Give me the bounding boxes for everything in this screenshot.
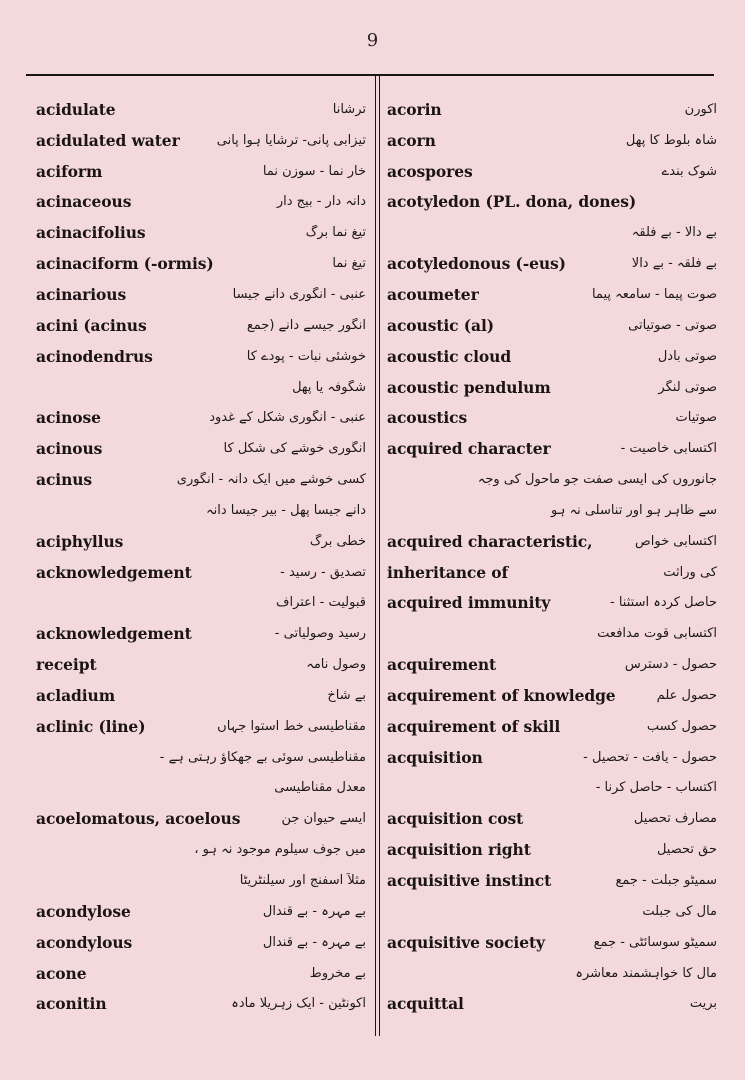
dictionary-entry <box>36 248 366 279</box>
urdu-definition: سے ظاہر ہو اور تناسلی نہ ہو <box>550 502 717 518</box>
headword: acoustic pendulum <box>387 377 551 397</box>
headword: acquisitive society <box>387 932 545 952</box>
urdu-definition: بے فلقہ - بے دالا <box>631 256 717 272</box>
dictionary-entry <box>387 927 717 958</box>
dictionary-entry <box>387 310 717 341</box>
headword: acquisition <box>387 747 483 767</box>
urdu-definition: بے مہرہ - بے قندال <box>262 903 366 919</box>
headword: acinous <box>36 439 103 459</box>
header-rule <box>26 74 714 76</box>
dictionary-entry <box>387 402 717 433</box>
urdu-definition: اکتسابی خاصیت - <box>620 441 717 457</box>
dictionary-entry <box>36 279 366 310</box>
left-column <box>36 94 366 1019</box>
dictionary-entry-continuation <box>36 742 366 773</box>
urdu-definition: حق تحصیل <box>656 842 717 858</box>
urdu-definition: کسی خوشے میں ایک دانہ - انگوری <box>176 472 366 488</box>
urdu-definition: وصول نامہ <box>306 657 366 673</box>
headword: acoumeter <box>387 284 479 304</box>
dictionary-entry <box>36 464 366 495</box>
headword: acquisition right <box>387 840 531 860</box>
urdu-definition: رسید وصولیاتی - <box>274 626 366 642</box>
urdu-definition: خطی برگ <box>309 533 366 549</box>
dictionary-entry <box>387 187 717 218</box>
urdu-definition: تیغ نما <box>332 256 366 272</box>
dictionary-entry <box>36 94 366 125</box>
urdu-definition: مال کا خواہشمند معاشرہ <box>575 965 717 981</box>
urdu-definition: بے شاخ <box>327 687 366 703</box>
headword: acinaciform (-ormis) <box>36 254 214 274</box>
headword: acone <box>36 963 87 983</box>
headword: acknowledgement <box>36 624 192 644</box>
headword: acquired immunity <box>387 593 551 613</box>
urdu-definition: مال کی جبلت <box>642 903 717 919</box>
dictionary-entry <box>36 187 366 218</box>
dictionary-entry <box>387 279 717 310</box>
headword: acquirement of knowledge <box>387 685 616 705</box>
dictionary-entry-continuation <box>387 217 717 248</box>
dictionary-entry-continuation <box>387 773 717 804</box>
urdu-definition: بے مہرہ - بے قندال <box>262 934 366 950</box>
headword: acquittal <box>387 994 464 1014</box>
urdu-definition: اکورن <box>684 101 717 117</box>
dictionary-entry <box>387 125 717 156</box>
dictionary-entry <box>387 248 717 279</box>
urdu-definition: حصول - یافت - تحصیل - <box>583 749 717 765</box>
dictionary-entry <box>387 988 717 1019</box>
urdu-definition: انگوری خوشے کی شکل کا <box>223 441 366 457</box>
dictionary-entry <box>36 711 366 742</box>
headword: acknowledgement <box>36 562 192 582</box>
headword: acini (acinus <box>36 315 147 335</box>
urdu-definition: جانوروں کی ایسی صفت جو ماحول کی وجہ <box>477 472 717 488</box>
headword: acquired character <box>387 439 551 459</box>
dictionary-entry <box>387 803 717 834</box>
headword: acquirement <box>387 655 497 675</box>
dictionary-entry <box>36 341 366 372</box>
urdu-definition: انگور جیسے دانے (جمع <box>246 317 366 333</box>
headword: acondylose <box>36 901 131 921</box>
urdu-definition: ترشانا <box>332 101 366 117</box>
urdu-definition: بے مخروط <box>309 965 366 981</box>
headword: aclinic (line) <box>36 716 146 736</box>
headword: acladium <box>36 685 116 705</box>
urdu-definition: سمیٹو سوسائٹی - جمع <box>593 934 717 950</box>
urdu-definition: کی وراثت <box>663 564 717 580</box>
urdu-definition: دانہ دار - بیج دار <box>276 194 366 210</box>
headword: acotyledonous (-eus) <box>387 254 566 274</box>
dictionary-entry <box>36 125 366 156</box>
urdu-definition: اکتسابی قوت مدافعت <box>597 626 717 642</box>
urdu-definition: تیزابی پانی- ترشایا ہوا پانی <box>216 132 366 148</box>
dictionary-entry <box>387 557 717 588</box>
urdu-definition: صوتی - صوتیاتی <box>628 317 717 333</box>
dictionary-entry <box>36 156 366 187</box>
headword: acidulated water <box>36 130 180 150</box>
page-number: 9 <box>366 30 379 51</box>
dictionary-entry <box>36 402 366 433</box>
urdu-definition: اکتساب - حاصل کرنا - <box>595 780 717 796</box>
dictionary-entry <box>387 156 717 187</box>
headword: receipt <box>36 655 97 675</box>
dictionary-entry <box>36 958 366 989</box>
dictionary-entry-continuation <box>387 495 717 526</box>
urdu-definition: مقناطیسی خط استوا جہاں <box>217 718 366 734</box>
dictionary-entry <box>36 927 366 958</box>
headword: acoustic cloud <box>387 346 512 366</box>
urdu-definition: بریت <box>689 996 717 1012</box>
urdu-definition: شگوفہ یا پھل <box>292 379 366 395</box>
dictionary-entry <box>36 988 366 1019</box>
urdu-definition: معدل مقناطیسی <box>274 780 366 796</box>
dictionary-entry-continuation <box>36 773 366 804</box>
headword: acquisitive instinct <box>387 871 552 891</box>
headword: acinarious <box>36 284 127 304</box>
dictionary-entry <box>387 588 717 619</box>
dictionary-entry <box>387 680 717 711</box>
dictionary-entry-continuation <box>387 896 717 927</box>
dictionary-entry <box>36 896 366 927</box>
urdu-definition: سمیٹو جبلت - جمع <box>615 873 717 889</box>
headword: inheritance of <box>387 562 509 582</box>
dictionary-entry <box>387 711 717 742</box>
headword: acquirement of skill <box>387 716 561 736</box>
dictionary-entry-continuation <box>387 618 717 649</box>
urdu-definition: شاہ بلوط کا پھل <box>625 132 717 148</box>
headword: aconitin <box>36 994 107 1014</box>
dictionary-entry <box>387 649 717 680</box>
urdu-definition: قبولیت - اعتراف <box>275 595 366 611</box>
urdu-definition: ایسے حیوان جن <box>281 811 366 827</box>
urdu-definition: مثلاً اسفنج اور سیلنٹریٹا <box>239 873 366 889</box>
dictionary-entry-continuation <box>36 865 366 896</box>
headword: acoustics <box>387 408 468 428</box>
dictionary-entry <box>387 834 717 865</box>
right-column <box>387 94 717 1019</box>
urdu-definition: خوشئی نبات - پودے کا <box>246 348 366 364</box>
dictionary-entry <box>387 865 717 896</box>
headword: acinaceous <box>36 192 132 212</box>
urdu-definition: صوتی بادل <box>657 348 717 364</box>
headword: acoustic (al) <box>387 315 494 335</box>
dictionary-entry <box>387 372 717 403</box>
urdu-definition: حاصل کردہ استثنا - <box>610 595 717 611</box>
dictionary-entry <box>36 217 366 248</box>
urdu-definition: حصول علم <box>656 687 717 703</box>
dictionary-entry-continuation <box>36 588 366 619</box>
dictionary-entry <box>36 526 366 557</box>
headword: acinodendrus <box>36 346 153 366</box>
dictionary-entry-continuation <box>36 495 366 526</box>
headword: acinus <box>36 470 93 490</box>
headword: aciphyllus <box>36 531 124 551</box>
dictionary-entry-continuation <box>36 834 366 865</box>
urdu-definition: صوت پیما - سامعہ پیما <box>592 286 717 302</box>
headword: acinose <box>36 408 101 428</box>
urdu-definition: صوتی لنگر <box>658 379 717 395</box>
dictionary-entry <box>36 803 366 834</box>
dictionary-entry <box>36 680 366 711</box>
urdu-definition: صوتیات <box>675 410 717 426</box>
dictionary-entry <box>36 618 366 649</box>
urdu-definition: مصارف تحصیل <box>633 811 717 827</box>
headword: acoelomatous, acoelous <box>36 809 241 829</box>
urdu-definition: حصول - دسترس <box>624 657 717 673</box>
headword: acquired characteristic, <box>387 531 593 551</box>
urdu-definition: تیغ نما برگ <box>305 225 366 241</box>
urdu-definition: خار نما - سوزن نما <box>262 163 366 179</box>
dictionary-entry-continuation <box>387 464 717 495</box>
urdu-definition: اکونٹین - ایک زہریلا مادہ <box>231 996 366 1012</box>
dictionary-entry <box>387 526 717 557</box>
dictionary-entry-continuation <box>387 958 717 989</box>
urdu-definition: عنبی - انگوری شکل کے غدود <box>209 410 366 426</box>
headword: acospores <box>387 161 473 181</box>
dictionary-entry <box>36 310 366 341</box>
urdu-definition: اکتسابی خواص <box>635 533 717 549</box>
urdu-definition: عنبی - انگوری دانے جیسا <box>232 286 366 302</box>
urdu-definition: دانے جیسا پھل - بیر جیسا دانہ <box>206 502 366 518</box>
headword: acondylous <box>36 932 133 952</box>
dictionary-entry-continuation <box>36 372 366 403</box>
headword: acidulate <box>36 99 116 119</box>
urdu-definition: میں جوف سیلوم موجود نہ ہو ، <box>194 842 366 858</box>
headword: acotyledon (PL. dona, dones) <box>387 192 637 212</box>
dictionary-entry <box>36 433 366 464</box>
urdu-definition: تصدیق - رسید - <box>280 564 366 580</box>
headword: acorin <box>387 99 442 119</box>
urdu-definition: بے دالا - بے فلقہ <box>631 225 717 241</box>
headword: aciform <box>36 161 103 181</box>
urdu-definition: حصول کسب <box>646 718 717 734</box>
headword: acquisition cost <box>387 809 524 829</box>
headword: acinacifolius <box>36 223 146 243</box>
headword: acorn <box>387 130 436 150</box>
dictionary-entry <box>387 433 717 464</box>
dictionary-entry <box>36 649 366 680</box>
urdu-definition: شوک بندے <box>661 163 717 179</box>
dictionary-entry <box>387 742 717 773</box>
dictionary-entry <box>36 557 366 588</box>
dictionary-entry <box>387 341 717 372</box>
dictionary-entry <box>387 94 717 125</box>
column-divider <box>375 76 380 1036</box>
urdu-definition: مقناطیسی سوئی بے جھکاؤ رہتی ہے - <box>159 749 366 765</box>
